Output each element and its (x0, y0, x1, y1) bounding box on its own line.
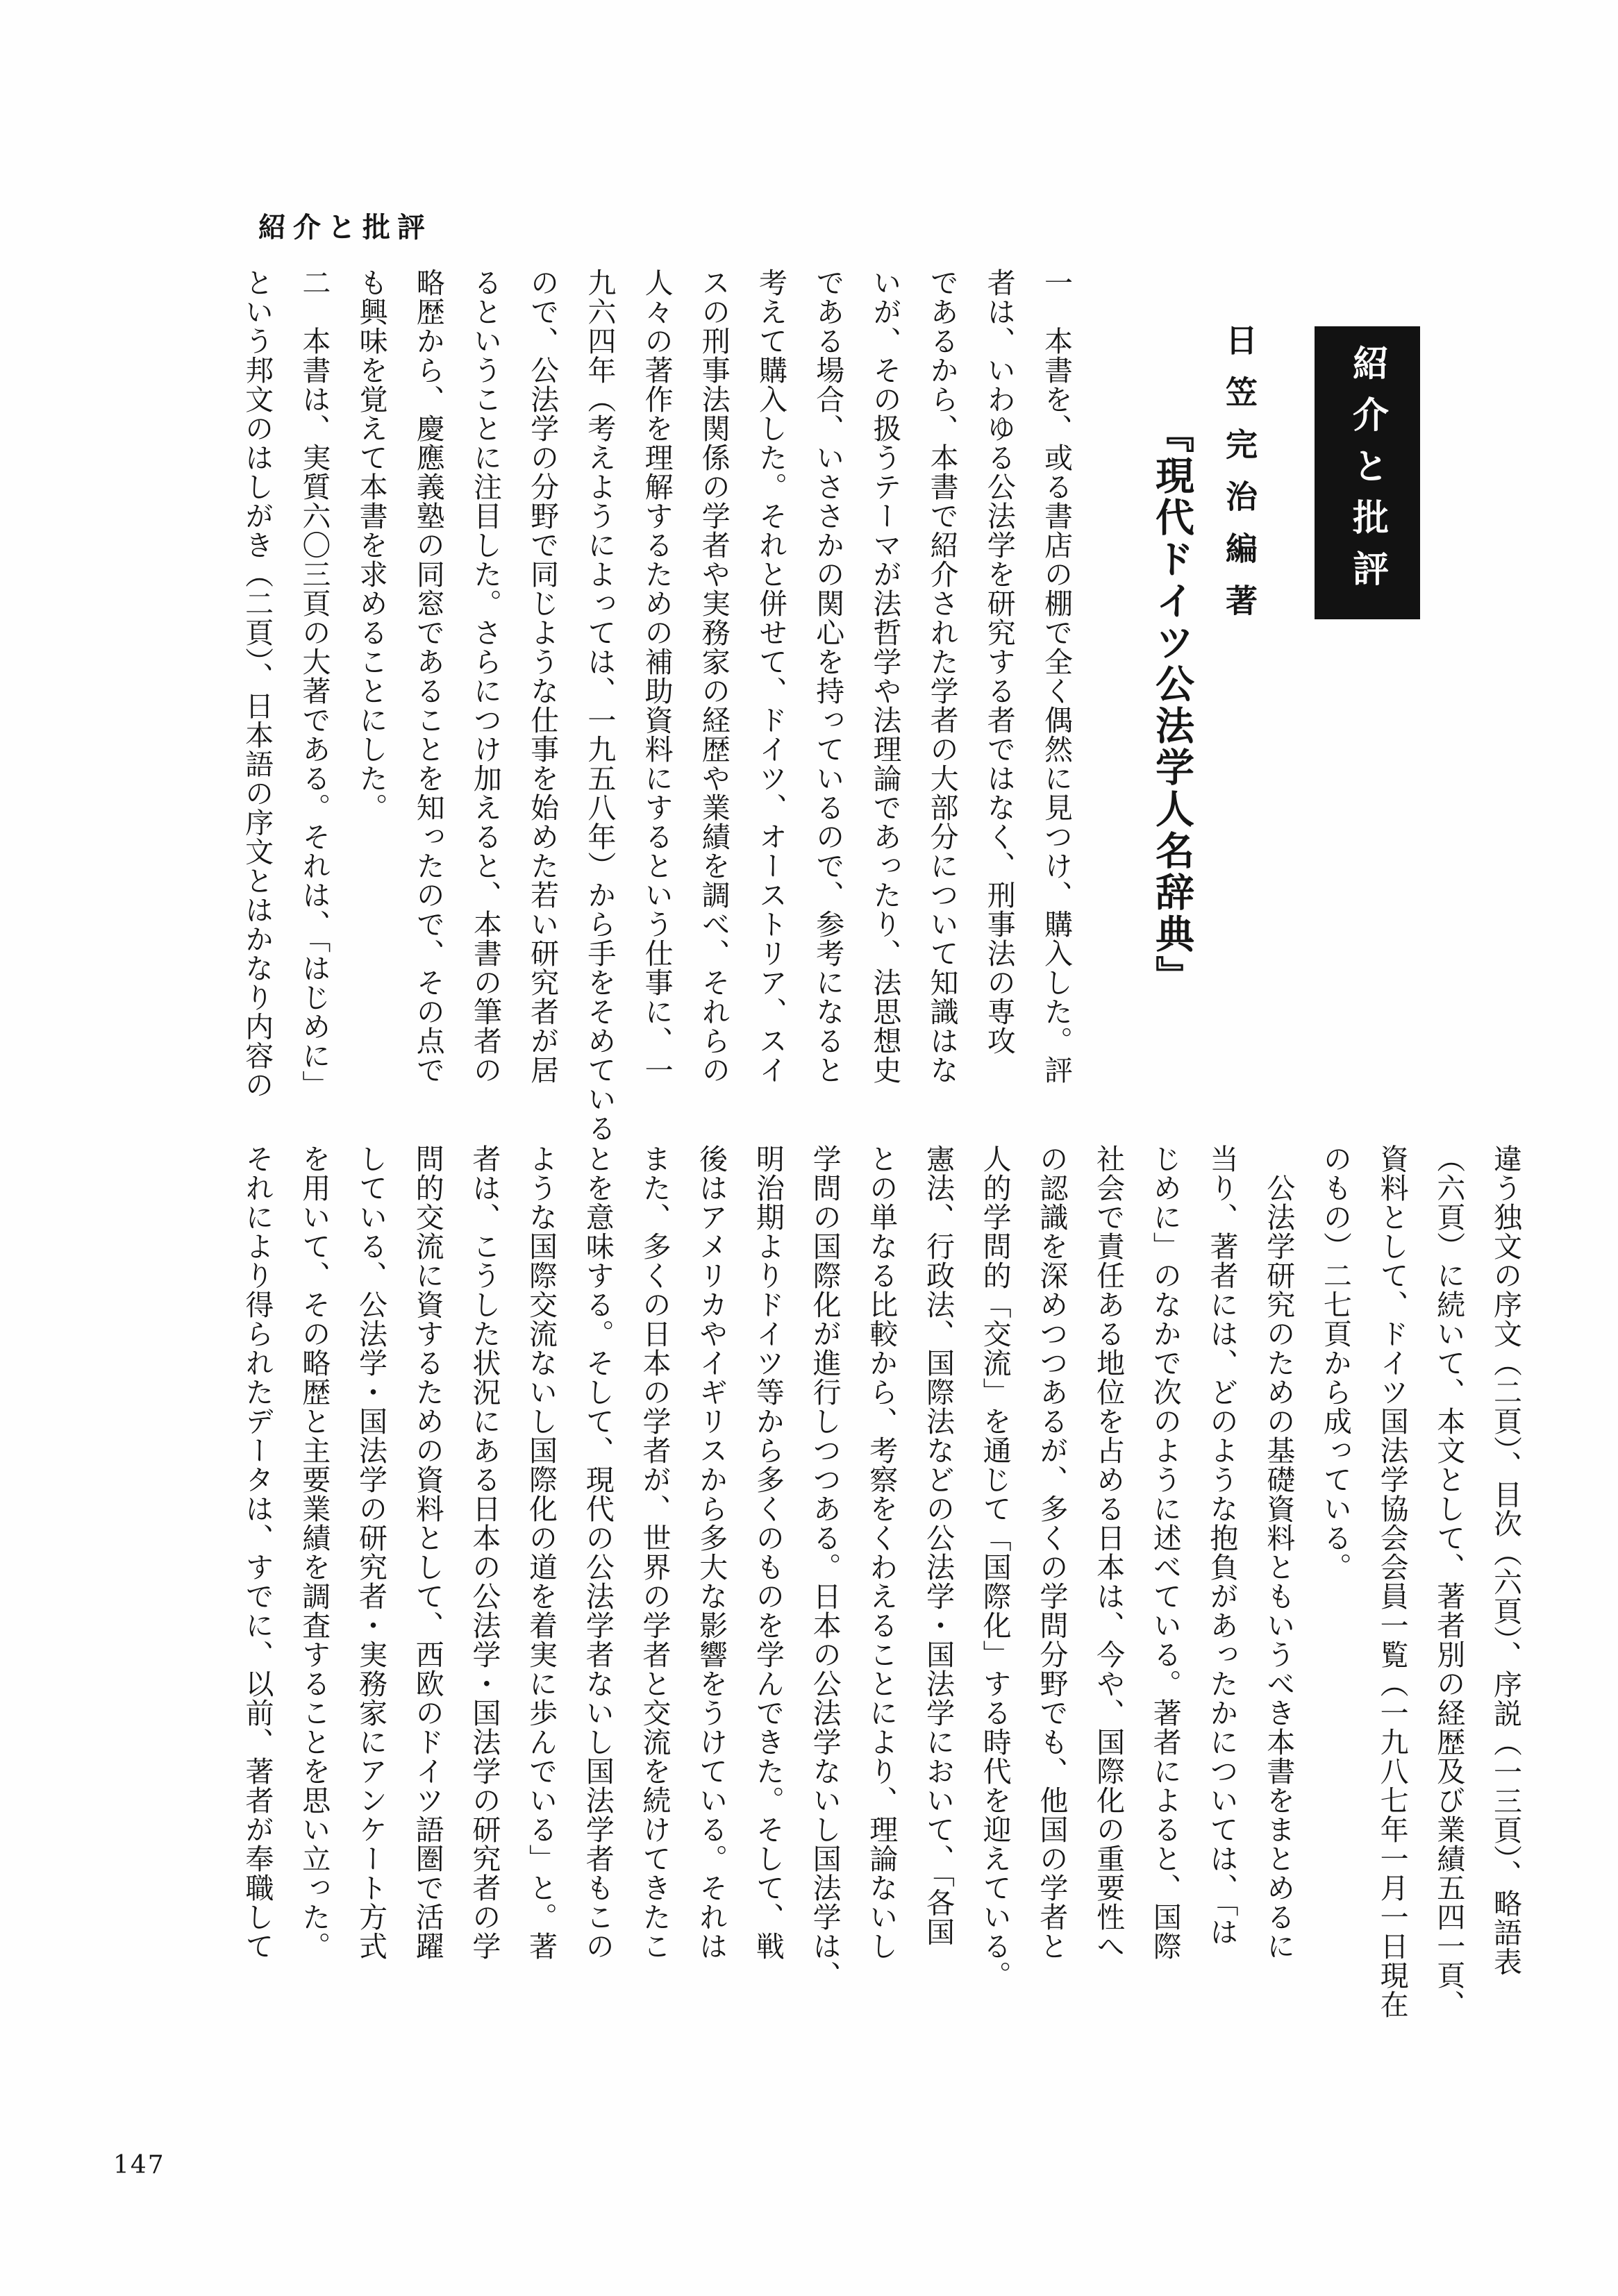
text-column: との単なる比較から、考察をくわえることにより、理論ないし (865, 1144, 899, 1961)
text-column: 当り、著者には、どのような抱負があったかについては、「は (1205, 1144, 1239, 1947)
text-column: 者は、こうした状況にある日本の公法学・国法学の研究者の学 (467, 1144, 501, 1961)
text-column: 後はアメリカやイギリスから多大な影響をうけている。それは (694, 1144, 728, 1961)
text-column: の認識を深めつつあるが、多くの学問分野でも、他国の学者と (1035, 1144, 1069, 1961)
text-column: 憲法、行政法、国際法などの公法学・国法学において、「各国 (921, 1144, 955, 1947)
text-column: 資料として、ドイツ国法学協会会員一覧（一九八七年一月一日現在 (1375, 1144, 1409, 2019)
editor-name: 日笠完治編著 (1221, 324, 1258, 636)
text-column: 人的学問的「交流」を通じて「国際化」する時代を迎えている。 (978, 1144, 1012, 1990)
text-column: ので、公法学の分野で同じような仕事を始めた若い研究者が居 (526, 268, 560, 1084)
text-column: 学問の国際化が進行しつつある。日本の公法学ないし国法学は、 (808, 1144, 842, 1990)
text-column: 公法学研究のための基礎資料ともいうべき本書をまとめるに (1262, 1144, 1296, 1961)
text-column: とを意味する。そして、現代の公法学者ないし国法学者もこの (581, 1144, 615, 1961)
text-column: を用いて、その略歴と主要業績を調査することを思い立った。 (297, 1144, 331, 1961)
text-column: 九六四年（考えようによっては、一九五八年）から手をそめている (583, 268, 617, 1143)
top-text-block (228, 268, 1085, 1143)
text-column: のもの）二七頁から成っている。 (1318, 1144, 1352, 1582)
book-title: 『現代ドイツ公法学人名辞典』 (1149, 414, 1195, 997)
running-header: 紹介と批評 (258, 211, 432, 244)
text-column: スの刑事法関係の学者や実務家の経歴や業績を調べ、それらの (697, 268, 731, 1084)
text-column: それにより得られたデータは、すでに、以前、著者が奉職して (240, 1144, 274, 1961)
text-column: という邦文のはしがき（二頁）、日本語の序文とはかなり内容の (240, 268, 274, 1100)
text-column: 社会で責任ある地位を占める日本は、今や、国際化の重要性へ (1092, 1144, 1126, 1961)
text-column: 者は、いわゆる公法学を研究する者ではなく、刑事法の専攻 (982, 268, 1016, 1055)
text-column: るということに注目した。さらにつけ加えると、本書の筆者の (468, 268, 502, 1084)
section-title-label: 紹介と批評 (1346, 344, 1388, 601)
text-column: いが、その扱うテーマが法哲学や法理論であったり、法思想史 (868, 268, 902, 1084)
text-column: 違う独文の序文（二頁）、目次（六頁）、序説（一三頁）、略語表 (1489, 1144, 1522, 1977)
text-column: である場合、いささかの関心を持っているので、参考になると (811, 268, 845, 1084)
page-number: 147 (113, 2151, 165, 2179)
text-column: （六頁）に続いて、本文として、著者別の経歴及び業績五四一頁、 (1432, 1144, 1466, 2019)
bottom-text-block (228, 1144, 1533, 2020)
section-title-box (1315, 326, 1420, 619)
text-column: 問的交流に資するための資料として、西欧のドイツ語圏で活躍 (410, 1144, 444, 1961)
text-column: であるから、本書で紹介された学者の大部分について知識はな (925, 268, 959, 1084)
text-column: 考えて購入した。それと併せて、ドイツ、オーストリア、スイ (753, 268, 787, 1084)
text-column: ような国際交流ないし国際化の道を着実に歩んでいる」と。著 (524, 1144, 558, 1961)
text-column: 明治期よりドイツ等から多くのものを学んできた。そして、戦 (751, 1144, 785, 1961)
text-column: 二 本書は、実質六〇三頁の大著である。それは、「はじめに」 (297, 268, 331, 1100)
text-column: また、多くの日本の学者が、世界の学者と交流を続けてきたこ (637, 1144, 672, 1961)
text-column: 略歴から、慶應義塾の同窓であることを知ったので、その点で (411, 268, 445, 1084)
text-column: も興味を覚えて本書を求めることにした。 (354, 268, 388, 822)
text-column: 人々の著作を理解するための補助資料にするという仕事に、一 (640, 268, 674, 1084)
text-column: じめに」のなかで次のように述べている。著者によると、国際 (1148, 1144, 1182, 1961)
text-column: している、公法学・国法学の研究者・実務家にアンケート方式 (353, 1144, 387, 1961)
text-column: 一 本書を、或る書店の棚で全く偶然に見つけ、購入した。評 (1040, 268, 1073, 1084)
